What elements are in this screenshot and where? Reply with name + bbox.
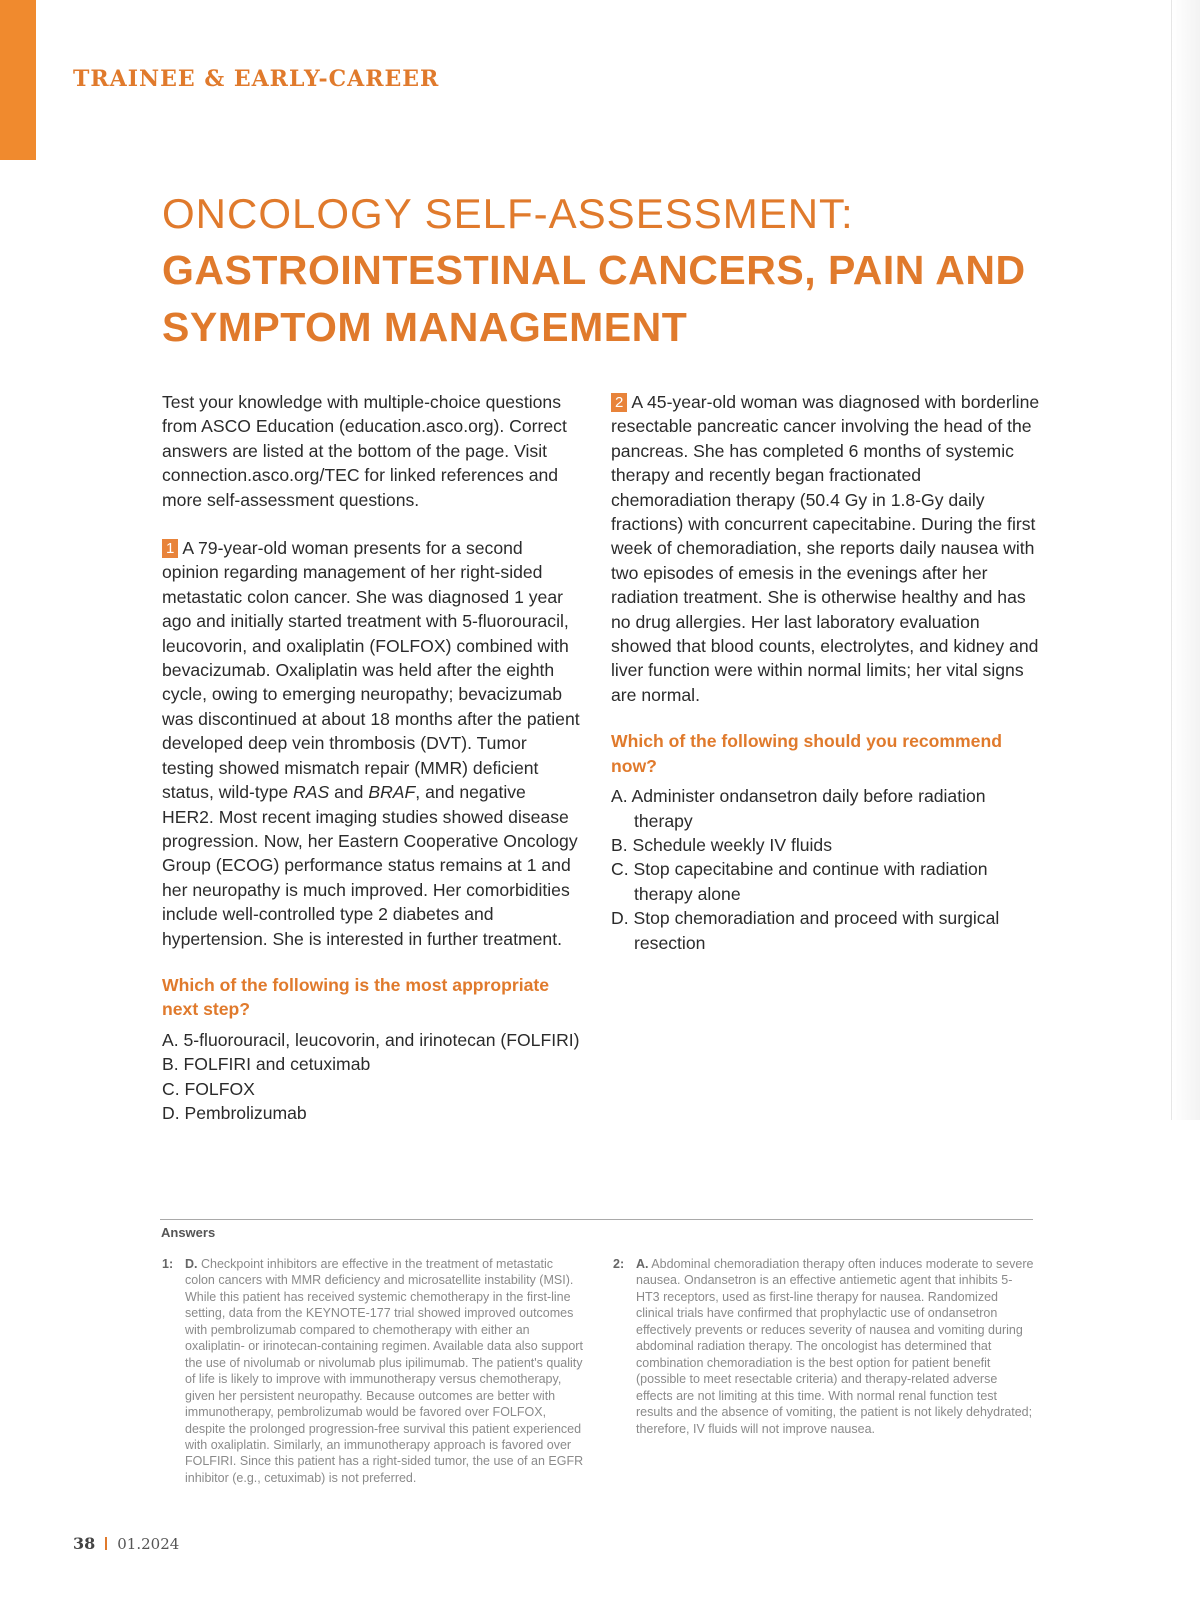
right-column — [611, 390, 1041, 955]
question-1-options — [162, 1028, 582, 1126]
section-label: TRAINEE & EARLY-CAREER — [73, 66, 440, 92]
question-1-text-a: A 79-year-old woman presents for a second opinion regarding management of her right-sided metastatic colon cancer. She was diagnosed 1 year ago and initially started treatment with 5-fluorouracil, leucovorin, and oxaliplatin (FOLFOX) combined with bevacizumab. Oxaliplatin was held after the eighth cycle, owing to emerging neuropathy; bevacizumab was discontinued at about 18 months after the patient developed deep vein thrombosis (DVT). Tumor testing showed mismatch repair (MMR) deficient status, wild-type — [162, 538, 580, 803]
answer-1 — [162, 1256, 586, 1486]
question-1-option-a: A. 5-fluorouracil, leucovorin, and irinotecan (FOLFIRI) — [162, 1029, 580, 1050]
question-2-option-b: B. Schedule weekly IV fluids — [611, 834, 833, 855]
question-1-text-and: and — [329, 782, 369, 803]
question-1-option-c: C. FOLFOX — [162, 1078, 255, 1099]
title-line-3: SYMPTOM MANAGEMENT — [162, 304, 688, 350]
orange-accent-bar — [0, 0, 36, 160]
question-2-stem — [611, 390, 1041, 707]
ras-term: RAS — [293, 782, 330, 803]
question-2-option-d: D. Stop chemoradiation and proceed with surgical resection — [611, 908, 1000, 953]
question-2-text: A 45-year-old woman was diagnosed with borderline resectable pancreatic cancer involving the head of the pancreas. She has completed 6 months of systemic therapy and recently began fractionated chemoradiation therapy (50.4 Gy in 1.8-Gy daily fractions) with concurrent capecitabine. During the first week of chemoradiation, she reports daily nausea with two episodes of emesis in the evenings after her radiation treatment. She is otherwise healthy and has no drug allergies. Her last laboratory evaluation showed that blood counts, electrolytes, and kidney and liver function were within normal limits; her vital signs are normal. — [611, 392, 1040, 705]
article-title — [162, 188, 1062, 356]
braf-term: BRAF — [368, 782, 416, 803]
issue-date: 01.2024 — [117, 1535, 180, 1553]
answer-1-key: 1: — [162, 1257, 174, 1271]
question-1-stem — [162, 536, 582, 951]
answers-heading: Answers — [161, 1225, 216, 1240]
answer-1-body — [185, 1256, 586, 1486]
answer-2-text: Abdominal chemoradiation therapy often induces moderate to severe nausea. Ondansetron is an effective antiemetic agent that inhibits 5-HT3 receptors, used as first-line therapy for nausea. Randomized clinical trials have confirmed that prophylactic use of ondansetron effectively prevents or reduces severity of nausea and vomiting during abdominal radiation therapy. The oncologist has determined that combination chemoradiation is the best option for patient benefit (possible to meet resectable criteria) and therapy-related adverse effects are not limiting at this time. With normal renal function test results and the absence of vomiting, the patient is not likely dehydrated; therefore, IV fluids will not improve nausea. — [636, 1257, 1034, 1436]
question-1-prompt: Which of the following is the most appropriate next step? — [162, 974, 550, 1020]
question-2-option-a: A. Administer ondansetron daily before radiation therapy — [611, 786, 986, 831]
answers-divider — [160, 1219, 1033, 1220]
title-line-2: GASTROINTESTINAL CANCERS, PAIN AND — [162, 247, 1026, 293]
title-line-1: ONCOLOGY SELF-ASSESSMENT: — [162, 190, 854, 237]
intro-paragraph: Test your knowledge with multiple-choice questions from ASCO Education (education.asco.org). Correct answers are listed at the bottom of the page. Visit connection.asco.org/TEC for linked references and more self-assessment questions. — [162, 392, 567, 510]
answer-2 — [613, 1256, 1035, 1437]
question-1-number: 1 — [162, 539, 178, 558]
question-1-option-d: D. Pembrolizumab — [162, 1102, 307, 1123]
question-1-text-b: , and negative HER2. Most recent imaging studies showed disease progression. Now, her Eastern Cooperative Oncology Group (ECOG) performance status remains at 1 and her neuropathy is much improved. Her comorbidities include well-controlled type 2 diabetes and hypertension. She is interested in further treatment. — [162, 782, 578, 949]
question-2-prompt: Which of the following should you recommend now? — [611, 731, 1002, 776]
answer-2-body — [636, 1256, 1035, 1437]
page-footer — [73, 1534, 179, 1554]
question-2-option-c: C. Stop capecitabine and continue with radiation therapy alone — [611, 859, 988, 904]
answer-1-letter: D. — [185, 1257, 198, 1271]
left-column — [162, 390, 582, 1125]
page-edge-shadow — [1171, 0, 1200, 1120]
answer-2-letter: A. — [636, 1257, 649, 1271]
question-2-options — [611, 784, 1041, 955]
question-2-number: 2 — [611, 393, 627, 412]
page-number: 38 — [73, 1534, 96, 1553]
question-1-option-b: B. FOLFIRI and cetuximab — [162, 1054, 371, 1075]
answer-2-key: 2: — [613, 1257, 625, 1271]
footer-separator — [105, 1537, 107, 1550]
answer-1-text: Checkpoint inhibitors are effective in the treatment of metastatic colon cancers with MMR deficiency and microsatellite instability (MSI). While this patient has received systemic chemotherapy in the first-line setting, data from the KEYNOTE-177 trial showed improved outcomes with pembrolizumab compared to chemotherapy with either an oxaliplatin- or irinotecan-containing regimen. Available data also support the use of nivolumab or nivolumab plus ipilimumab. The patient's quality of life is likely to improve with immunotherapy versus chemotherapy, given her persistent neuropathy. Because outcomes are better with immunotherapy, pembrolizumab would be favored over FOLFOX, despite the prolonged progression-free survival this patient experienced with oxaliplatin. Similarly, an immunotherapy approach is favored over FOLFIRI. Since this patient has a right-sided tumor, the use of an EGFR inhibitor (e.g., cetuximab) is not preferred. — [185, 1257, 584, 1485]
